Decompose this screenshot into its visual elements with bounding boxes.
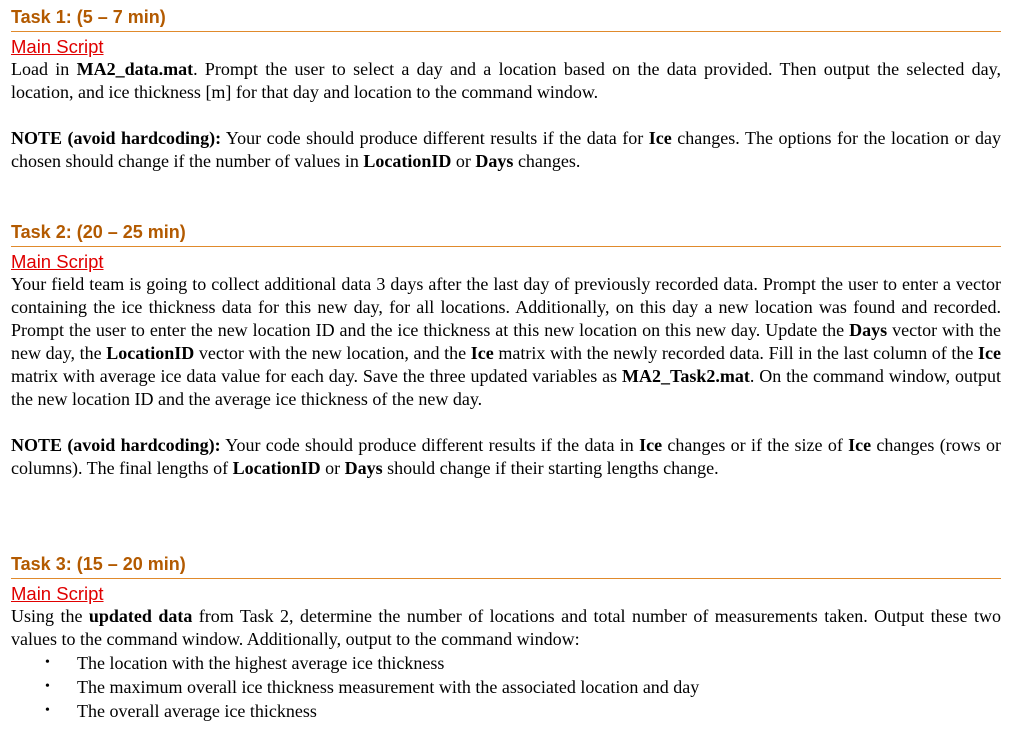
task-2-title: Task 2: (20 – 25 min)	[11, 221, 1001, 247]
task-3-output-list	[11, 651, 1001, 723]
list-item: • The maximum overall ice thickness measurement with the associated location and day	[45, 677, 700, 697]
task-1-main-script-label: Main Script	[11, 36, 104, 57]
task-3-title: Task 3: (15 – 20 min)	[11, 553, 1001, 579]
task-2-description: Your field team is going to collect additional data 3 days after the last day of previously recorded data. Prompt the user to enter a vector containing the ice thickness data for this new day, for all locations. Additionally, on this day a new location was found and recorded. Prompt the user to enter the new location ID and the ice thickness at this new location on this new day. Update the Days vector with the new day, the LocationID vector with the new location, and the Ice matrix with the newly recorded data. Fill in the last column of the Ice matrix with average ice data value for each day. Save the three updated variables as MA2_Task2.mat. On the command window, output the new location ID and the average ice thickness of the new day.	[11, 274, 1001, 409]
task-3-main-script-label: Main Script	[11, 583, 104, 604]
task-3-description: Using the updated data from Task 2, determine the number of locations and total number of measurements taken. Output these two values to the command window. Additionally, output to the command window:	[11, 606, 1001, 649]
task-2-note: NOTE (avoid hardcoding): Your code should produce different results if the data in Ice changes or if the size of Ice changes (rows or columns). The final lengths of LocationID or Days should change if their starting lengths change.	[11, 435, 1001, 478]
task-2-section	[11, 221, 1001, 480]
list-item: • The location with the highest average ice thickness	[45, 653, 445, 673]
task-1-section	[11, 6, 1001, 173]
task-1-note: NOTE (avoid hardcoding): Your code should produce different results if the data for Ice changes. The options for the location or day chosen should change if the number of values in LocationID or Days changes.	[11, 128, 1001, 171]
task-1-title: Task 1: (5 – 7 min)	[11, 6, 1001, 32]
task-1-description: Load in MA2_data.mat. Prompt the user to select a day and a location based on the data provided. Then output the selected day, location, and ice thickness [m] for that day and location to the command window.	[11, 59, 1001, 102]
task-3-section	[11, 553, 1001, 723]
task-2-main-script-label: Main Script	[11, 251, 104, 272]
list-item: • The overall average ice thickness	[45, 701, 317, 721]
